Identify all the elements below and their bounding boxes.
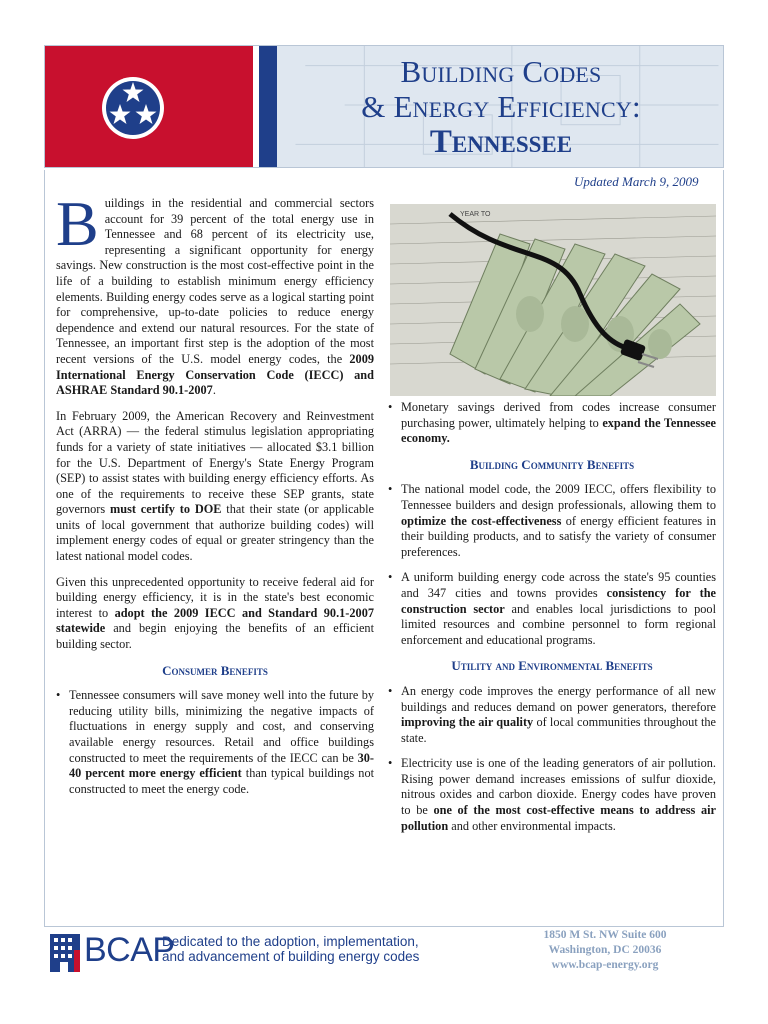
community-bullet-1: • The national model code, the 2009 IECC, offers flexibility to Tennessee builders and design professionals, allowing them to optimize the cost-effectiveness of energy efficient features in their building products, and to satisfy the variety of consumer preferences. [388, 482, 716, 560]
tri-star-emblem-icon [101, 76, 165, 140]
drop-cap: B [56, 188, 99, 259]
address-city: Washington, DC 20036 [548, 944, 662, 956]
left-column [56, 188, 375, 807]
address-street: 1850 M St. NW Suite 600 [543, 929, 667, 941]
ledger-label: YEAR TO [460, 211, 491, 218]
intro-paragraph-1: Buildings in the residential and commercial sectors account for 39 percent of the total energy use in Tennessee and 68 percent of its electricity use, representing a significant opportunity for energy savings. New construction is the most cost-effective point in the life of a building to establish minimum energy efficiency elements. Building energy codes serve as a logical starting point for comprehensive, up-to-date policies to reduce energy dependence and extend our natural resources. For the state of Tennessee, an important first step is the adoption of the most recent versions of the U.S. model energy codes, the 2009 International Energy Conservation Code (IECC) and ASHRAE Standard 90.1-2007. [56, 188, 374, 398]
intro-paragraph-3: Given this unprecedented opportunity to receive federal aid for building energy efficiency, it is in the state's best economic interest to adopt the 2009 IECC and Standard 90.1-2007 statewide and begin enjoying the benefits of an efficient building sector. [56, 574, 374, 652]
community-bullet-2: • A uniform building energy code across the state's 95 counties and 347 cities and towns provides consistency for the construction sector and enables local jurisdictions to pool limited resources and combine personnel to form regional enforcement and educational programs. [388, 570, 716, 648]
title-state: Tennessee [429, 124, 573, 160]
bcap-logo-text: BCAP [84, 931, 175, 969]
page-title [277, 54, 724, 161]
community-benefits-heading: Building Community Benefits [469, 456, 635, 472]
tennessee-flag [45, 46, 277, 167]
utility-bullet-2: • Electricity use is one of the leading generators of air pollution. Rising power demand increases emissions of sulfur dioxide, nitrous oxides and carbon dioxide. Energy codes have proven to be one of the most cost-effective means to address air pollution and other environmental impacts. [388, 756, 716, 834]
footer-address [512, 928, 698, 973]
title-line-2: & Energy Efficiency: [361, 89, 641, 124]
updated-date: Updated March 9, 2009 [574, 174, 699, 189]
title-line-1: Building Codes [400, 54, 602, 89]
footer-divider [44, 926, 724, 927]
consumer-bullet-1: • Tennessee consumers will save money well into the future by reducing utility bills, minimizing the negative impacts of fluctuations in energy supply and cost, and conserving available energy resources. Retail and office buildings constructed to meet the requirements of the IECC can be 30-40 percent more energy efficient than typical buildings not constructed to meet the energy code. [56, 688, 374, 797]
consumer-bullet-2: • Monetary savings derived from codes increase consumer purchasing power, ultimately helping to expand the Tennessee economy. [388, 400, 716, 447]
intro-paragraph-2: In February 2009, the American Recovery and Reinvestment Act (ARRA) — the federal stimulus legislation appropriating funds for a variety of state initiatives — allocated $3.1 billion for the U.S. Department of Energy's State Energy Program (SEP) to assist states with building energy efficiency efforts. As one of the requirements to receive these SEP grants, state governors must certify to DOE that their state (or applicable units of local government that authorize building codes) will implement energy codes of equal or greater stringency than the latest national model codes. [56, 408, 374, 564]
consumer-benefits-heading: Consumer Benefits [162, 662, 268, 678]
bcap-building-logo-icon [48, 930, 82, 972]
header-banner [44, 45, 724, 168]
utility-benefits-heading: Utility and Environmental Benefits [451, 658, 653, 674]
bcap-tagline: Dedicated to the adoption, implementation, and advancement of building energy codes [162, 934, 420, 964]
money-and-plug-photo [390, 204, 716, 396]
website-link[interactable]: www.bcap-energy.org [551, 959, 659, 971]
right-column [388, 400, 716, 844]
utility-bullet-1: • An energy code improves the energy performance of all new buildings and reduces demand on power generators, therefore improving the air quality of local communities throughout the state. [388, 684, 716, 746]
flag-blue-stripe [259, 46, 277, 167]
